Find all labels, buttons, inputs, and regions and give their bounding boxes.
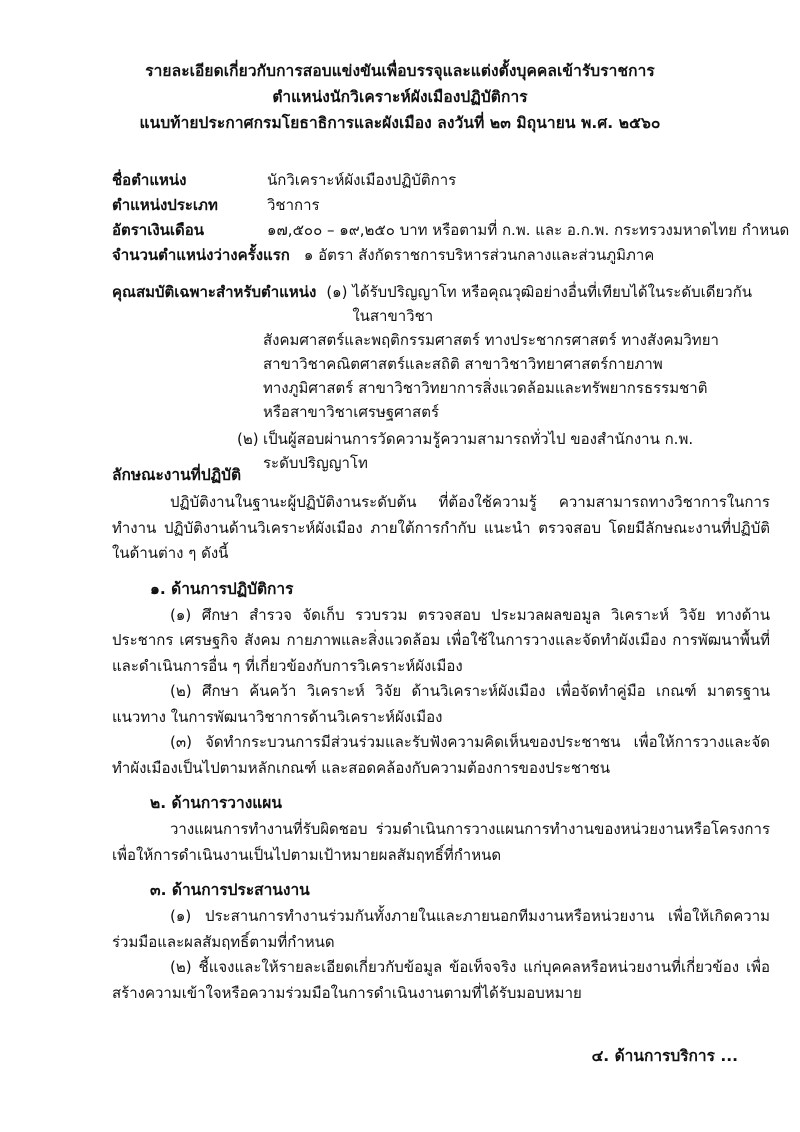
- qualification-1-line-5: หรือสาขาวิชาเศรษฐศาสตร์: [263, 403, 440, 421]
- qualifications-first-line: [112, 280, 772, 328]
- qualification-2-marker: (๒): [237, 430, 259, 448]
- duties-section-title: ลักษณะงานที่ปฏิบัติ: [112, 466, 242, 484]
- duties-2-item-1: วางแผนการทำงานที่รับผิดชอบ ร่วมดำเนินการวางแผนการทำงานของหน่วยงานหรือโครงการ เพื่อให้การดำเนินงานเป็นไปตามเป้าหมายผลสัมฤทธิ์ที่กำหนด: [112, 820, 770, 864]
- qualification-2-first-line: [112, 427, 772, 451]
- qualification-2-line-1: เป็นผู้สอบผ่านการวัดความรู้ความสามารถทั่วไป ของสำนักงาน ก.พ.: [263, 430, 694, 448]
- label-qualifications: คุณสมบัติเฉพาะสำหรับตำแหน่ง: [112, 283, 317, 301]
- title-line-2: ตำแหน่งนักวิเคราะห์ผังเมืองปฏิบัติการ: [272, 88, 528, 106]
- title-line-1: รายละเอียดเกี่ยวกับการสอบแข่งขันเพื่อบรรจุและแต่งตั้งบุคคลเข้ารับราชการ: [145, 62, 655, 80]
- document-title-block: [60, 58, 740, 136]
- label-salary: อัตราเงินเดือน: [112, 221, 205, 239]
- value-vacancies: ๑ อัตรา สังกัดราชการบริหารส่วนกลางและส่วนภูมิภาค: [303, 246, 655, 264]
- footer-continuation-note: ๔. ด้านการบริการ ...: [591, 1047, 738, 1065]
- duties-section: [112, 462, 770, 1006]
- duties-1-item-3: (๓) จัดทำกระบวนการมีส่วนร่วมและรับฟังความคิดเห็นของประชาชน เพื่อให้การวางและจัดทำผังเมืองเป็นไปตามหลักเกณฑ์ และสอดคล้องกับความต้องการของประชาชน: [112, 733, 770, 777]
- duties-intro-paragraph: ปฏิบัติงานในฐานะผู้ปฏิบัติงานระดับต้น ที่ต้องใช้ความรู้ ความสามารถทางวิชาการในการทำงาน ปฏิบัติงานด้านวิเคราะห์ผังเมือง ภายใต้การกำกับ แนะนำ ตรวจสอบ โดยมีลักษณะงานที่ปฏิบัติในด้านต่าง ๆ ดังนี้: [112, 493, 770, 562]
- qualification-1-marker: (๑): [326, 283, 348, 301]
- qualification-1-line-3: สาขาวิชาคณิตศาสตร์และสถิติ สาขาวิชาวิทยาศาสตร์กายภาพ: [263, 355, 663, 373]
- label-position-name: ชื่อตำแหน่ง: [112, 171, 187, 189]
- qualifications-block: [112, 280, 772, 475]
- field-row-salary: [112, 218, 790, 242]
- value-position-type: วิชาการ: [267, 196, 320, 214]
- qualification-1-line-2: สังคมศาสตร์และพฤติกรรมศาสตร์ ทางประชากรศาสตร์ ทางสังคมวิทยา: [263, 331, 719, 349]
- qualification-1-line-1: ได้รับปริญญาโท หรือคุณวุฒิอย่างอื่นที่เทียบได้ในระดับเดียวกัน ในสาขาวิชา: [352, 283, 753, 325]
- field-row-vacancies: [112, 243, 752, 267]
- qualification-1-line-4: ทางภูมิศาสตร์ สาขาวิชาวิทยาการสิ่งแวดล้อมและทรัพยากรธรรมชาติ: [263, 379, 708, 397]
- duties-3-item-1: (๑) ประสานการทำงานร่วมกันทั้งภายในและภายนอกทีมงานหรือหน่วยงาน เพื่อให้เกิดความร่วมมือและผลสัมฤทธิ์ตามที่กำหนด: [112, 907, 770, 951]
- label-position-type: ตำแหน่งประเภท: [112, 196, 218, 214]
- title-line-3: แนบท้ายประกาศกรมโยธาธิการและผังเมือง ลงวันที่ ๒๓ มิถุนายน พ.ศ. ๒๕๖๐: [139, 114, 661, 132]
- field-row-position-type: [112, 193, 752, 217]
- duties-heading-2: ๒. ด้านการวางแผน: [150, 794, 282, 812]
- field-row-position-name: [112, 168, 752, 192]
- value-position-name: นักวิเคราะห์ผังเมืองปฏิบัติการ: [267, 171, 457, 189]
- duties-1-item-1: (๑) ศึกษา สำรวจ จัดเก็บ รวบรวม ตรวจสอบ ประมวลผลขอมูล วิเคราะห์ วิจัย ทางด้านประชากร เศรษฐกิจ สังคม กายภาพและสิ่งแวดล้อม เพื่อใช้ในการวางและจัดทำผังเมือง การพัฒนาพื้นที่ และดำเนินการอื่น ๆ ที่เกี่ยวข้องกับการวิเคราะห์ผังเมือง: [112, 605, 770, 675]
- position-fields: [112, 168, 790, 268]
- duties-3-item-2: (๒) ชี้แจงและให้รายละเอียดเกี่ยวกับข้อมูล ข้อเท็จจริง แก่บุคคลหรือหน่วยงานที่เกี่ยวข้อง เพื่อสร้างความเข้าใจหรือความร่วมมือในการดำเนินงานตามที่ได้รับมอบหมาย: [112, 958, 770, 1002]
- duties-1-item-2: (๒) ศึกษา ค้นคว้า วิเคราะห์ วิจัย ด้านวิเคราะห์ผังเมือง เพื่อจัดทำคู่มือ เกณฑ์ มาตรฐาน แนวทาง ในการพัฒนาวิชาการด้านวิเคราะห์ผังเมือง: [112, 682, 770, 726]
- duties-heading-1: ๑. ด้านการปฏิบัติการ: [150, 579, 294, 598]
- value-salary: ๑๗,๕๐๐ – ๑๙,๒๕๐ บาท หรือตามที่ ก.พ. และ อ.ก.พ. กระทรวงมหาดไทย กำหนด: [267, 221, 790, 239]
- duties-heading-3: ๓. ด้านการประสานงาน: [150, 881, 310, 899]
- qualification-2-line-2: ระดับปริญญาโท: [263, 454, 368, 472]
- label-vacancies: จำนวนตำแหน่งว่างครั้งแรก: [112, 246, 290, 264]
